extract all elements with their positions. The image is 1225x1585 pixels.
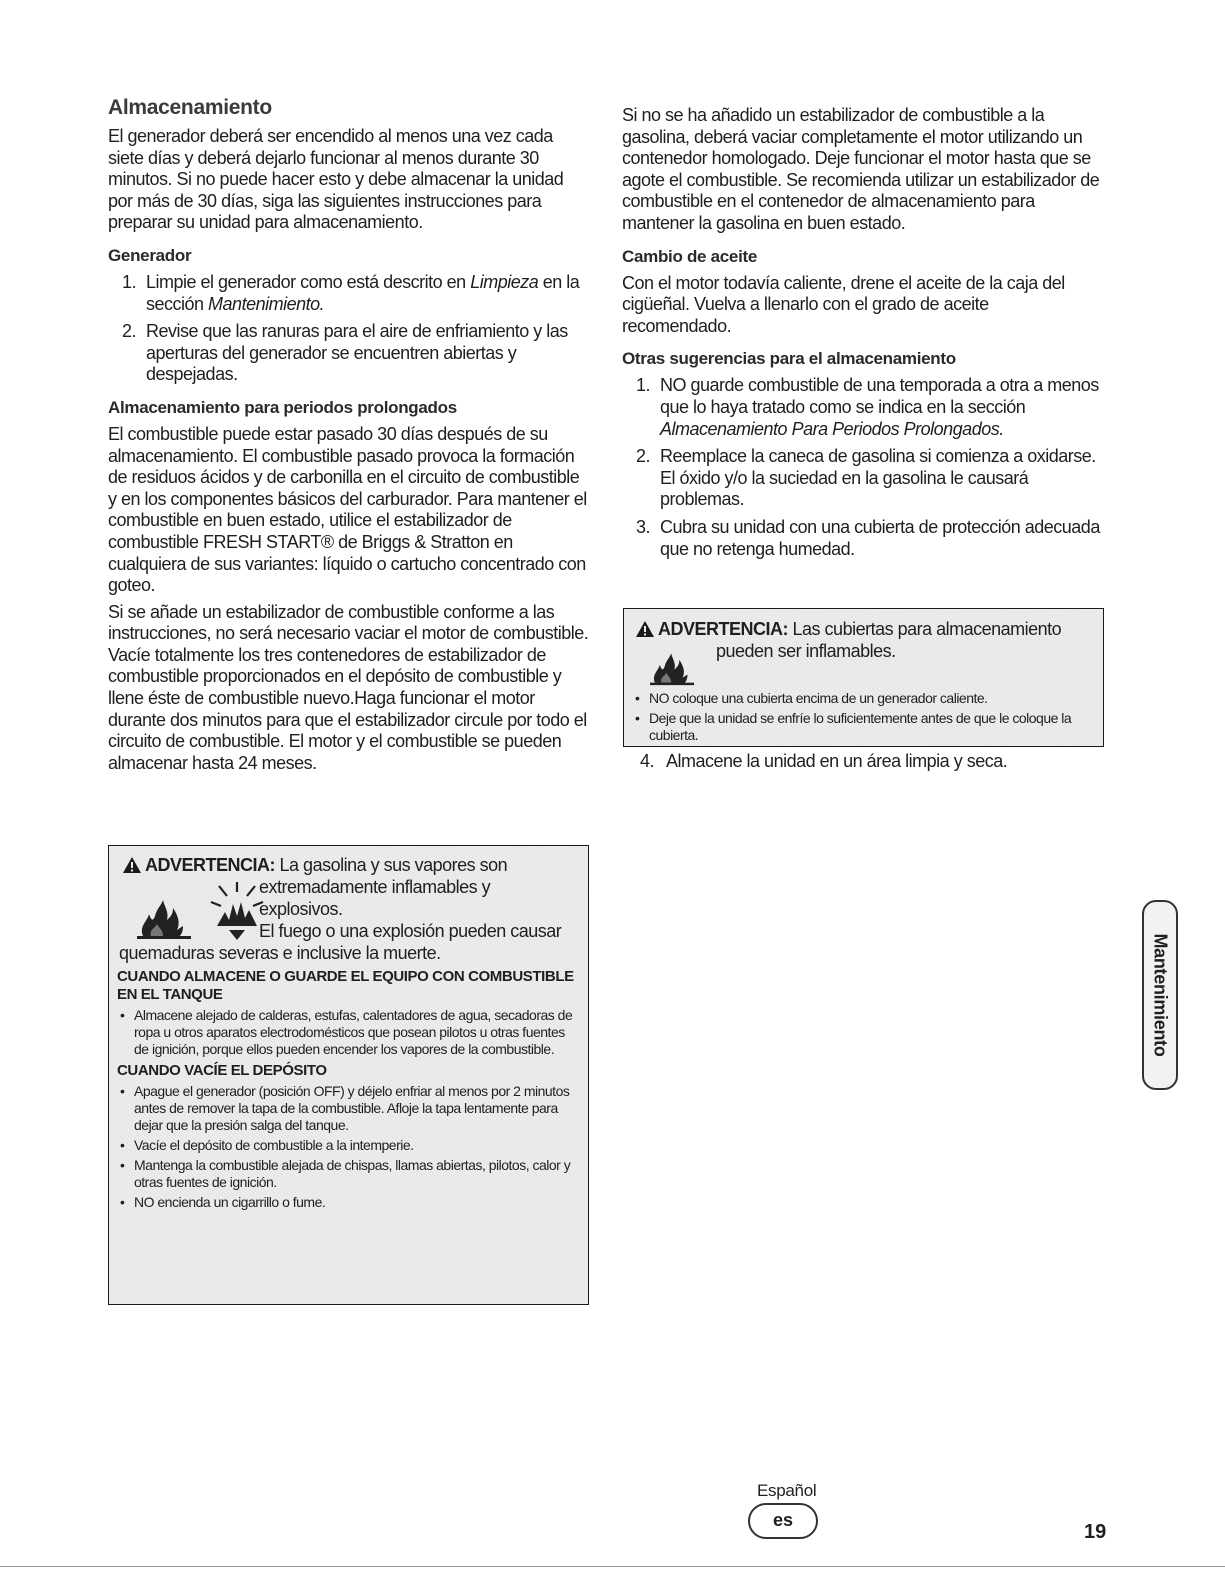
step-number: 3. [636,516,651,537]
warning-line-2: pueden ser inflamables. [716,641,896,661]
storage-tips-heading: Otras sugerencias para el almacenamiento [622,349,956,369]
page-number: 19 [1084,1521,1107,1543]
warning-icon-row [632,640,1095,690]
intro-paragraph: El generador deberá ser encendido al menos una vez cada siete días y deberá dejarlo funcionar al menos durante 30 minutos. Si no puede hacer esto y debe almacenar la unidad por más de 30 días, siga las siguientes instrucciones para preparar su unidad para almacenamiento. [108,126,564,233]
warning-label: ADVERTENCIA: [145,855,276,875]
step-ref-maintenance: Mantenimiento. [208,293,325,314]
step-ref-cleaning: Limpieza [470,271,539,292]
explosion-hazard-icon [209,882,265,942]
step-text: NO guarde combustible de una temporada a otra a menos que lo haya tratado como se indica en la sección [660,375,1099,417]
step-number: 2. [122,321,137,342]
step-text: Cubra su unidad con una cubierta de protección adecuada que no retenga humedad. [660,516,1100,559]
warning-bullet: • NO coloque una cubierta encima de un generador caliente. [632,690,1095,707]
long-storage-paragraph-1: El combustible puede estar pasado 30 días después de su almacenamiento. El combustible pasado provoca la formación de residuos ácidos y de carbonilla en el circuito de combustible y en los componentes básicos del carburador. Para mantener el combustible en buen estado, utilice el estabilizador de combustible FRESH START® de Briggs & Stratton en cualquiera de sus variantes: líquido o cartucho concentrado con goteo. [108,423,587,596]
oil-change-paragraph: Con el motor todavía caliente, drene el aceite de la caja del cigüeñal. Vuelva a llenarlo con el grado de aceite recomendado. [622,272,1065,336]
storage-tips-steps [622,375,1100,560]
step-number: 1. [636,375,651,396]
left-column [108,96,590,779]
warning-line-3: explosivos. [259,899,343,919]
cover-warning-box [623,608,1104,747]
step-text: Limpie el generador como está descrito en [146,271,471,292]
step-text: Revise que las ranuras para el aire de enfriamiento y las aperturas del generador se encuentren abiertas y despejadas. [146,321,568,385]
drain-paragraph: Si no se ha añadido un estabilizador de combustible a la gasolina, deberá vaciar completamente el motor utilizando un contenedor homologado. Deje funcionar el motor hasta que se agote el combustible. Se recomienda utilizar un estabilizador de combustible en el contenedor de almacenamiento para mantener la gasolina en buen estado. [622,105,1100,233]
warning-bullets [632,690,1095,744]
generator-step-1 [108,272,590,315]
footer-language: Español [757,1481,817,1500]
warning-bullet: • NO encienda un cigarrillo o fume. [117,1194,580,1211]
warning-line-1: Las cubiertas para almacenamiento [792,619,1062,639]
oil-change-heading: Cambio de aceite [622,246,758,266]
fire-hazard-icon [650,650,694,686]
section-side-tab [1142,900,1178,1090]
warning-bullet: • Mantenga la combustible alejada de chispas, llamas abiertas, pilotos, calor y otras fuentes de ignición. [117,1157,580,1191]
long-storage-heading: Almacenamiento para periodos prolongados [108,397,457,417]
generator-steps [108,272,590,386]
warning-line-5: quemaduras severas e inclusive la muerte. [119,943,441,963]
step-number: 2. [636,446,651,467]
long-storage-paragraph-2: Si se añade un estabilizador de combustible conforme a las instrucciones, no será necesario vaciar el motor de combustible. Vacíe totalmente los tres contenedores de estabilizador de combustible proporcionados en el depósito de combustible y llene éste de combustible nuevo.Haga funcionar el motor durante dos minutos para que el estabilizador circule por todo el circuito de combustible. El motor y el combustible se pueden almacenar hasta 24 meses. [108,601,589,773]
warning-triangle-icon [123,857,141,873]
step-text-mid: en la sección [146,271,580,314]
bottom-rule [0,1566,1225,1567]
tip-step-3 [622,517,1100,560]
language-badge: es [748,1503,818,1539]
warning-header [632,618,1095,640]
warning-header [117,854,580,876]
fuel-warning-box [108,845,589,1305]
warning-bullet: • Vacíe el depósito de combustible a la intemperie. [117,1137,580,1154]
step-text: Reemplace la caneca de gasolina si comienza a oxidarse. El óxido y/o la suciedad en la gasolina le causará problemas. [660,446,1096,510]
tip-step-1 [622,375,1100,440]
step-number: 4. [640,751,655,771]
warning-text-block [259,876,561,942]
warning-caps-heading-2: CUANDO VACÍE EL DEPÓSITO [117,1062,327,1079]
warning-bullet: • Apague el generador (posición OFF) y déjelo enfriar al menos por 2 minutos antes de remover la tapa de la combustible. Afloje la tapa lentamente para dejar que la presión salga del tanque. [117,1083,580,1134]
step-ref-long-storage: Almacenamiento Para Periodos Prolongados. [660,418,1004,439]
warning-label: ADVERTENCIA: [658,619,789,639]
warning-triangle-icon [636,621,654,637]
step-number: 1. [122,271,137,292]
tip-step-2 [622,446,1100,511]
warning-bullets-1 [117,1007,580,1058]
warning-bullet: • Deje que la unidad se enfríe lo suficientemente antes de que le coloque la cubierta. [632,710,1095,744]
warning-icon-row [117,876,580,964]
warning-bullets-2 [117,1083,580,1211]
right-column [622,105,1100,566]
warning-line-1: La gasolina y sus vapores son [279,855,508,875]
warning-line-4: El fuego o una explosión pueden causar [259,921,562,941]
step-text: Almacene la unidad en un área limpia y seca. [666,751,1008,771]
warning-bullet: • Almacene alejado de calderas, estufas, calentadores de agua, secadoras de ropa u otros aparatos electrodomésticos que posean pilotos u otras fuentes de ignición, porque ellos pueden encender los vapores de la combustible. [117,1007,580,1058]
warning-line-2: extremadamente inflamables y [259,877,491,897]
fire-hazard-icon [137,896,191,940]
generator-step-2 [108,321,590,386]
side-tab-label: Mantenimiento [1150,933,1171,1057]
section-title: Almacenamiento [108,96,272,119]
generator-heading: Generador [108,245,192,265]
warning-caps-heading-1: CUANDO ALMACENE O GUARDE EL EQUIPO CON COMBUSTIBLE EN EL TANQUE [117,968,574,1003]
